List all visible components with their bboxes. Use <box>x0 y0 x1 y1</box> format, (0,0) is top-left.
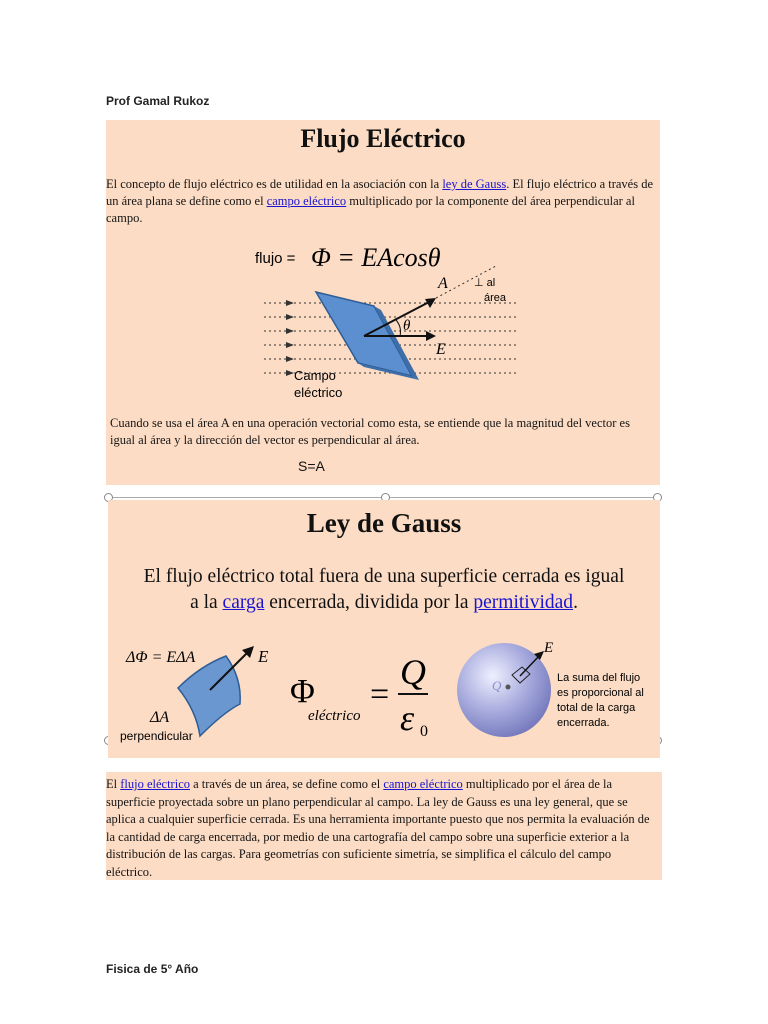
sphere-note-line: encerrada. <box>557 717 610 729</box>
subject-footer: Fisica de 5° Año <box>106 962 199 976</box>
explanation-paragraph: El flujo eléctrico a través de un área, se define como el campo eléctrico multiplicado por el área de la superficie proyectada sobre un plano perpendicular al campo. La ley de Gauss es una ley general, que se aplica a cualquier superficie cerrada. Es una herramienta importante puesto que nos permita la evaluación de la cantidad de carga encerrada, por medio de una cartografía del campo sobre una superficie exterior a la distribución de las cargas. Para geometrías con suficiente simetría, se simplifica el cálculo del campo eléctrico. <box>106 777 650 879</box>
ley-de-gauss-link[interactable]: ley de Gauss <box>442 177 507 191</box>
area-label: área <box>484 292 507 304</box>
perpendicular-label: ⊥ al <box>474 277 496 289</box>
epsilon-subscript: 0 <box>420 723 428 740</box>
panel-title: Ley de Gauss <box>306 508 462 538</box>
gauss-diagram <box>108 500 660 758</box>
ley-de-gauss-panel <box>108 500 660 758</box>
permitividad-link[interactable]: permitividad <box>473 592 574 613</box>
equals-sign: = <box>370 676 390 713</box>
explanation-panel <box>106 772 662 880</box>
phi-subscript: eléctrico <box>308 708 361 724</box>
delta-phi-formula: ΔΦ = EΔA <box>126 649 196 666</box>
author-header: Prof Gamal Rukoz <box>106 94 210 108</box>
theta-label: θ <box>403 318 411 334</box>
campo-electrico-link[interactable]: campo eléctrico <box>266 194 347 208</box>
vector-E-label: E <box>436 341 446 358</box>
denominator-epsilon: ε <box>400 698 415 738</box>
perpendicular-label: perpendicular <box>120 729 193 743</box>
sphere-charge-label: Q <box>492 678 502 693</box>
intro-paragraph: El concepto de flujo eléctrico es de utilidad en la asociación con la ley de Gauss. El flujo eléctrico a través de un área plana se define como el campo eléctrico multiplicado por la componente del área perpendicular al campo. <box>106 177 654 225</box>
electrico-label: eléctrico <box>294 385 343 400</box>
campo-label: Campo <box>294 368 336 383</box>
formula-label: flujo = <box>255 250 296 267</box>
area-plate <box>316 292 412 376</box>
panel-title: Flujo Eléctrico <box>300 124 466 153</box>
vector-E-label: E <box>258 647 269 666</box>
flujo-electrico-link[interactable]: flujo eléctrico <box>120 777 190 791</box>
sphere-note-line: es proporcional al <box>557 687 644 699</box>
flujo-electrico-panel <box>106 120 660 485</box>
delta-a-label: ΔA <box>150 709 170 726</box>
carga-link[interactable]: carga <box>222 592 265 613</box>
sphere-note-line: total de la carga <box>557 702 636 714</box>
vector-A-label: A <box>438 275 448 292</box>
numerator-Q: Q <box>400 652 426 692</box>
gaussian-sphere <box>457 643 551 737</box>
flux-formula: Φ = EAcosθ <box>311 243 441 272</box>
gauss-statement: El flujo eléctrico total fuera de una superficie cerrada es igual a la carga encerrada, dividida por la permitividad. <box>143 566 625 613</box>
sphere-E-label: E <box>544 640 554 656</box>
phi-symbol: Φ <box>290 673 315 710</box>
campo-electrico-link[interactable]: campo eléctrico <box>383 777 463 791</box>
sphere-note-line: La suma del flujo <box>557 672 641 684</box>
vector-note: Cuando se usa el área A en una operación vectorial como esta, se entiende que la magnitud del vector es igual al área y la dirección del vector es perpendicular al área. <box>110 416 630 447</box>
s-equals-a: S=A <box>298 458 325 474</box>
